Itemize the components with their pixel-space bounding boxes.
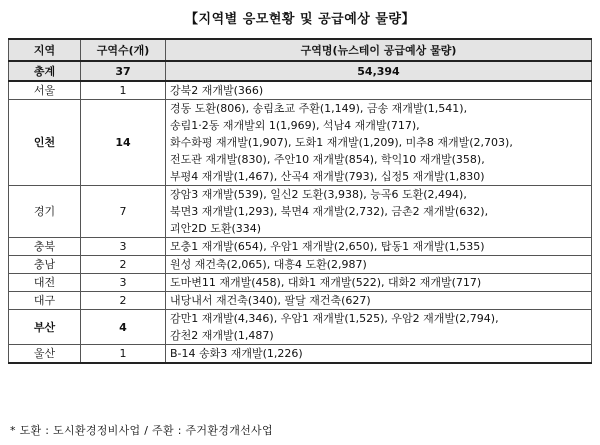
detail-line: 북면3 재개발(1,293), 북면4 재개발(2,732), 금촌2 재개발(632), <box>170 205 489 218</box>
detail-line: 전도관 재개발(830), 주안10 재개발(854), 학익10 재개발(358), <box>170 153 485 166</box>
region-cell: 인천 <box>9 100 81 186</box>
detail-cell <box>166 274 592 292</box>
count-cell: 1 <box>81 81 166 100</box>
supply-table <box>8 38 592 364</box>
detail-line: 모충1 재개발(654), 우암1 재개발(2,650), 탑동1 재개발(1,535) <box>170 240 485 253</box>
table-title: 【지역별 응모현황 및 공급예상 물량】 <box>185 12 415 27</box>
detail-line: B-14 송화3 재개발(1,226) <box>170 347 303 360</box>
detail-line: 경동 도환(806), 송림초교 주환(1,149), 금송 재개발(1,541), <box>170 102 468 115</box>
total-supply: 54,394 <box>166 61 592 81</box>
detail-cell <box>166 256 592 274</box>
count-cell: 1 <box>81 345 166 364</box>
table-row <box>9 186 592 238</box>
detail-line: 장암3 재개발(539), 일신2 도환(3,938), 능곡6 도환(2,494), <box>170 188 467 201</box>
table-row <box>9 100 592 186</box>
count-cell: 3 <box>81 238 166 256</box>
count-cell: 7 <box>81 186 166 238</box>
detail-line: 내당내서 재건축(340), 팔달 재건축(627) <box>170 294 371 307</box>
header-detail: 구역명(뉴스테이 공급예상 물량) <box>166 39 592 61</box>
region-cell: 서울 <box>9 81 81 100</box>
table-row <box>9 345 592 364</box>
detail-cell <box>166 310 592 345</box>
count-cell: 14 <box>81 100 166 186</box>
header-region: 지역 <box>9 39 81 61</box>
detail-line: 원성 재건축(2,065), 대흥4 도환(2,987) <box>170 258 367 271</box>
detail-line: 부평4 재개발(1,467), 산곡4 재개발(793), 십정5 재개발(1,830) <box>170 170 485 183</box>
region-cell: 대전 <box>9 274 81 292</box>
count-cell: 2 <box>81 256 166 274</box>
detail-cell <box>166 238 592 256</box>
total-label: 총계 <box>9 61 81 81</box>
total-count: 37 <box>81 61 166 81</box>
footnote: * 도환 : 도시환경정비사업 / 주환 : 주거환경개선사업 <box>10 424 273 437</box>
region-cell: 충남 <box>9 256 81 274</box>
table-row <box>9 81 592 100</box>
detail-cell <box>166 100 592 186</box>
table-row <box>9 292 592 310</box>
detail-line: 송림1·2동 재개발외 1(1,969), 석남4 재개발(717), <box>170 119 420 132</box>
region-cell: 부산 <box>9 310 81 345</box>
region-cell: 충북 <box>9 238 81 256</box>
table-row <box>9 274 592 292</box>
detail-cell <box>166 345 592 364</box>
count-cell: 2 <box>81 292 166 310</box>
detail-cell <box>166 81 592 100</box>
total-row <box>9 61 592 81</box>
detail-line: 감만1 재개발(4,346), 우암1 재개발(1,525), 우암2 재개발(2,794), <box>170 312 499 325</box>
table-row <box>9 256 592 274</box>
header-count: 구역수(개) <box>81 39 166 61</box>
count-cell: 4 <box>81 310 166 345</box>
detail-cell <box>166 292 592 310</box>
detail-line: 괴안2D 도환(334) <box>170 222 262 235</box>
detail-line: 강북2 재개발(366) <box>170 84 264 97</box>
header-row <box>9 39 592 61</box>
detail-cell <box>166 186 592 238</box>
region-cell: 울산 <box>9 345 81 364</box>
detail-line: 감천2 재개발(1,487) <box>170 329 274 342</box>
detail-line: 화수화평 재개발(1,907), 도화1 재개발(1,209), 미추8 재개발(2,703), <box>170 136 513 149</box>
detail-line: 도마변11 재개발(458), 대화1 재개발(522), 대화2 재개발(717) <box>170 276 482 289</box>
table-row <box>9 310 592 345</box>
table-row <box>9 238 592 256</box>
count-cell: 3 <box>81 274 166 292</box>
region-cell: 경기 <box>9 186 81 238</box>
region-cell: 대구 <box>9 292 81 310</box>
